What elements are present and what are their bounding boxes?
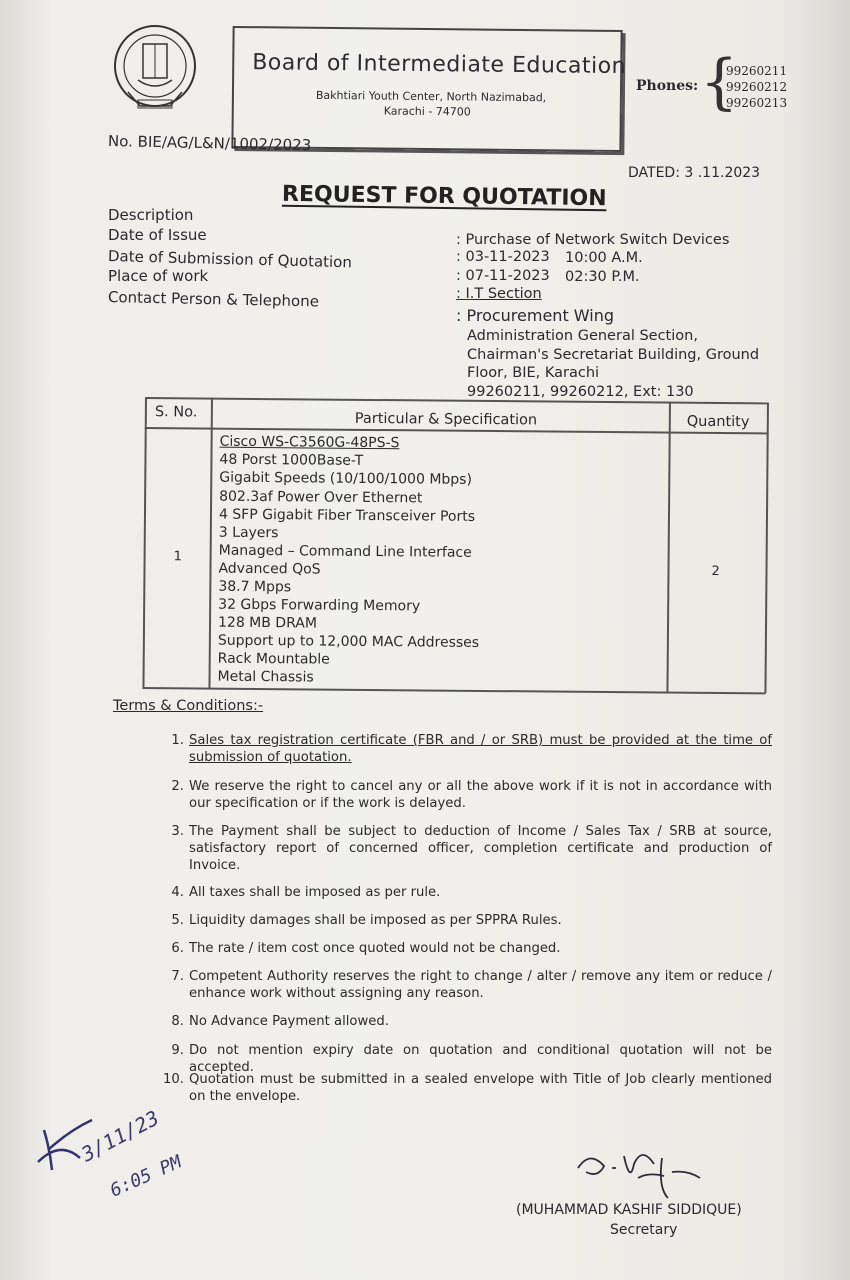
term-number: 5. — [171, 913, 184, 928]
term-item — [160, 968, 772, 1002]
row-sno: 1 — [173, 549, 182, 565]
receipt-time: 6:05 PM — [107, 1151, 185, 1202]
dated-value: 3 .11.2023 — [684, 165, 761, 181]
value-issue-date: : 03-11-2023 — [456, 249, 550, 265]
header-sno: S. No. — [154, 404, 198, 421]
term-number: 1. — [171, 733, 184, 748]
reference-number: No. BIE/AG/L&N/1002/2023 — [107, 132, 312, 155]
phone-number: 99260211 — [726, 64, 788, 78]
value-place: : I.T Section — [456, 286, 542, 302]
value-description: : Purchase of Network Switch Devices — [456, 232, 730, 248]
spec-item: 802.3af Power Over Ethernet — [219, 488, 423, 507]
organization-name: Board of Intermediate Education — [252, 50, 627, 80]
handwritten-receipt-note — [30, 1100, 210, 1220]
value-contact-line: Chairman's Secretariat Building, Ground — [467, 347, 760, 363]
terms-heading: Terms & Conditions:- — [113, 698, 264, 714]
term-text: Do not mention expiry date on quotation and conditional quotation will not be accepted. — [189, 1043, 772, 1075]
term-text: We reserve the right to cancel any or all the above work if it is not in accordance with our specification or if the work is delayed. — [189, 779, 772, 811]
term-number: 8. — [171, 1014, 184, 1029]
label-date-of-submission: Date of Submission of Quotation — [107, 247, 353, 272]
spec-item: Rack Mountable — [217, 650, 330, 668]
signatory-designation: Secretary — [610, 1222, 678, 1238]
spec-item: 38.7 Mpps — [218, 578, 292, 596]
handwritten-signature — [568, 1138, 718, 1202]
term-text: No Advance Payment allowed. — [189, 1014, 389, 1029]
phones-label: Phones: — [636, 78, 699, 94]
term-number: 2. — [171, 779, 184, 794]
label-place-of-work: Place of work — [108, 267, 209, 285]
term-number: 3. — [171, 824, 184, 839]
term-text: Liquidity damages shall be imposed as per SPPRA Rules. — [189, 913, 562, 928]
spec-item: 32 Gbps Forwarding Memory — [218, 596, 421, 615]
term-number: 6. — [171, 941, 184, 956]
value-contact-name: : Procurement Wing — [456, 306, 615, 325]
signatory-name: (MUHAMMAD KASHIF SIDDIQUE) — [516, 1202, 742, 1218]
spec-item: Managed – Command Line Interface — [218, 542, 472, 561]
letterhead-box — [231, 26, 627, 152]
header-spec: Particular & Specification — [354, 410, 538, 429]
label-contact-person: Contact Person & Telephone — [107, 288, 320, 311]
address-line-1: Bakhtiari Youth Center, North Nazimabad, — [315, 88, 547, 105]
board-emblem-logo — [110, 22, 200, 118]
dated-label: DATED: — [628, 165, 680, 181]
address-line-2: Karachi - 74700 — [383, 104, 471, 119]
value-submission-date: : 07-11-2023 — [456, 268, 550, 284]
brace-glyph: { — [700, 47, 739, 117]
value-contact-line: Floor, BIE, Karachi — [467, 365, 600, 381]
spec-model: Cisco WS-C3560G-48PS-S — [219, 433, 400, 452]
document-title: REQUEST FOR QUOTATION — [281, 181, 607, 212]
spec-item: Advanced QoS — [218, 560, 321, 578]
term-item — [160, 1071, 772, 1105]
spec-item: 48 Porst 1000Base-T — [219, 451, 364, 469]
term-text: The rate / item cost once quoted would not be changed. — [189, 941, 561, 956]
label-date-of-issue: Date of Issue — [108, 226, 207, 244]
term-text: All taxes shall be imposed as per rule. — [189, 885, 441, 900]
term-text: The Payment shall be subject to deduction of Income / Sales Tax / SRB at source, satisfactory report of concerned officer, completion certificate and production of Invoice. — [189, 824, 772, 873]
spec-item: Metal Chassis — [217, 668, 314, 686]
receipt-date: 3/11/23 — [77, 1105, 163, 1167]
row-qty: 2 — [711, 563, 720, 580]
dated-line — [628, 165, 760, 181]
term-number: 4. — [171, 885, 184, 900]
value-submission-time: 02:30 P.M. — [565, 269, 640, 285]
term-text: Competent Authority reserves the right to change / alter / remove any item or reduce / enhance work without assigning any reason. — [189, 969, 772, 1001]
term-number: 10. — [163, 1072, 184, 1087]
term-text: Quotation must be submitted in a sealed envelope with Title of Job clearly mentioned on the envelope. — [189, 1072, 772, 1104]
spec-item: 128 MB DRAM — [217, 614, 318, 632]
spec-item: Gigabit Speeds (10/100/1000 Mbps) — [219, 469, 473, 488]
phone-number: 99260212 — [726, 80, 788, 94]
term-text: Sales tax registration certificate (FBR and / or SRB) must be provided at the time of submission of quotation. — [189, 733, 772, 765]
phone-number: 99260213 — [726, 96, 788, 110]
value-issue-time: 10:00 A.M. — [565, 250, 643, 266]
term-number: 9. — [171, 1043, 184, 1058]
spec-item: 4 SFP Gigabit Fiber Transceiver Ports — [218, 506, 476, 525]
header-qty: Quantity — [686, 413, 750, 431]
term-item — [160, 732, 772, 766]
term-number: 7. — [171, 969, 184, 984]
value-contact-line: Administration General Section, — [467, 328, 698, 344]
term-item — [160, 823, 772, 874]
specification-table — [142, 397, 768, 702]
term-item — [160, 778, 772, 812]
spec-item: Support up to 12,000 MAC Addresses — [217, 632, 480, 651]
label-description: Description — [108, 206, 194, 224]
spec-item: 3 Layers — [218, 524, 279, 542]
value-contact-line: 99260211, 99260212, Ext: 130 — [467, 384, 694, 400]
